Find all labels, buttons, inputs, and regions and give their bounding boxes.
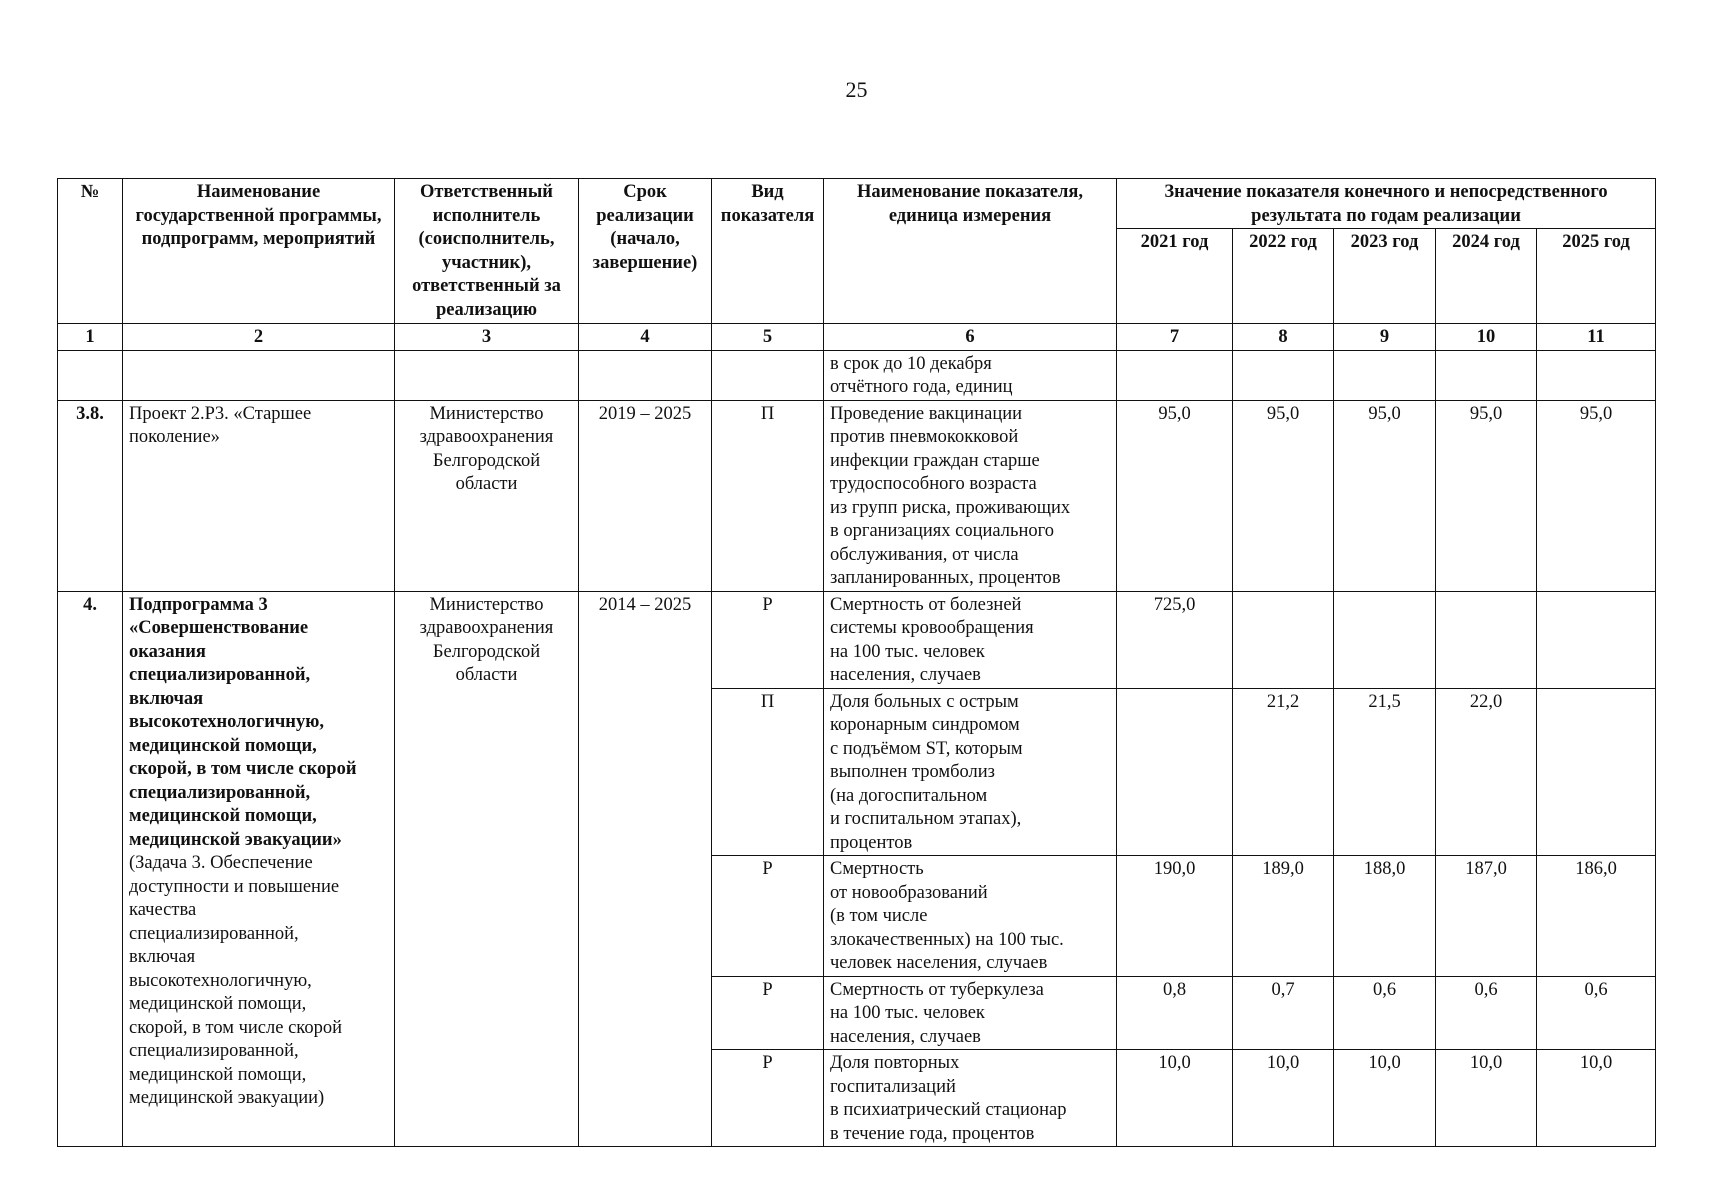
- program-name: [123, 591, 395, 1147]
- header-year: 2021 год: [1117, 229, 1233, 324]
- indicator-name: Смертность от болезней системы кровообращения на 100 тыс. человек населения, случаев: [824, 591, 1117, 688]
- row-number: 4.: [58, 591, 123, 1147]
- value-2023: 10,0: [1334, 1050, 1436, 1147]
- header-year: 2025 год: [1537, 229, 1656, 324]
- cell-empty: [395, 350, 579, 400]
- header-year: 2022 год: [1233, 229, 1334, 324]
- indicator-type: Р: [712, 1050, 824, 1147]
- value-2024: 10,0: [1436, 1050, 1537, 1147]
- indicator-type: Р: [712, 591, 824, 688]
- value-2024: 0,6: [1436, 976, 1537, 1050]
- column-number: 1: [58, 324, 123, 351]
- cell-empty: [1117, 350, 1233, 400]
- value-2022: 0,7: [1233, 976, 1334, 1050]
- column-numbers-row: [58, 324, 1656, 351]
- term: 2014 – 2025: [579, 591, 712, 1147]
- value-2022: 189,0: [1233, 856, 1334, 977]
- indicator-name: Смертность от туберкулеза на 100 тыс. человек населения, случаев: [824, 976, 1117, 1050]
- header-indicator-type: Вид показателя: [712, 179, 824, 324]
- executor: Министерство здравоохранения Белгородской области: [395, 591, 579, 1147]
- header-number: №: [58, 179, 123, 324]
- column-number: 10: [1436, 324, 1537, 351]
- cell-empty: [58, 350, 123, 400]
- value-2023: 0,6: [1334, 976, 1436, 1050]
- header-year: 2023 год: [1334, 229, 1436, 324]
- value-2021: 725,0: [1117, 591, 1233, 688]
- indicator-type: П: [712, 688, 824, 856]
- value-2021: 0,8: [1117, 976, 1233, 1050]
- header-indicator-name: Наименование показателя, единица измерения: [824, 179, 1117, 324]
- indicator-name: Проведение вакцинации против пневмококковой инфекции граждан старше трудоспособного возраста из групп риска, проживающих в организациях социального обслуживания, от числа запланированных, процентов: [824, 400, 1117, 591]
- cell-empty: [123, 350, 395, 400]
- value-2022: 21,2: [1233, 688, 1334, 856]
- indicator-name: в срок до 10 декабря отчётного года, единиц: [824, 350, 1117, 400]
- term: 2019 – 2025: [579, 400, 712, 591]
- header-executor: Ответственный исполнитель (соисполнитель, участник), ответственный за реализацию: [395, 179, 579, 324]
- value-2021: 10,0: [1117, 1050, 1233, 1147]
- cell-empty: [1436, 591, 1537, 688]
- column-number: 3: [395, 324, 579, 351]
- cell-empty: [1436, 350, 1537, 400]
- indicators-table: [57, 178, 1656, 1147]
- value-2025: 186,0: [1537, 856, 1656, 977]
- value-2021: 95,0: [1117, 400, 1233, 591]
- value-2021: 190,0: [1117, 856, 1233, 977]
- header-row: [58, 179, 1656, 229]
- header-term: Срок реализации (начало, завершение): [579, 179, 712, 324]
- column-number: 4: [579, 324, 712, 351]
- value-2025: 10,0: [1537, 1050, 1656, 1147]
- value-2025: 0,6: [1537, 976, 1656, 1050]
- program-name: Проект 2.Р3. «Старшее поколение»: [123, 400, 395, 591]
- indicator-name: Доля больных с острым коронарным синдромом с подъёмом ST, которым выполнен тромболиз (на догоспитальном и госпитальном этапах), процентов: [824, 688, 1117, 856]
- header-values: Значение показателя конечного и непосредственного результата по годам реализации: [1117, 179, 1656, 229]
- column-number: 7: [1117, 324, 1233, 351]
- value-2023: 188,0: [1334, 856, 1436, 977]
- indicator-name: Доля повторных госпитализаций в психиатрический стационар в течение года, процентов: [824, 1050, 1117, 1147]
- value-2024: 95,0: [1436, 400, 1537, 591]
- subprogram-title: Подпрограмма 3 «Совершенствование оказания специализированной, включая высокотехнологичную, медицинской помощи, скорой, в том числе скорой специализированной, медицинской помощи, медицинской эвакуации»: [129, 594, 357, 850]
- table-row: [58, 350, 1656, 400]
- cell-empty: [1537, 688, 1656, 856]
- row-number: 3.8.: [58, 400, 123, 591]
- cell-empty: [1233, 591, 1334, 688]
- indicator-type: П: [712, 400, 824, 591]
- column-number: 8: [1233, 324, 1334, 351]
- page-number: 25: [845, 77, 868, 102]
- column-number: 9: [1334, 324, 1436, 351]
- cell-empty: [579, 350, 712, 400]
- cell-empty: [1117, 688, 1233, 856]
- indicator-type: Р: [712, 976, 824, 1050]
- column-number: 5: [712, 324, 824, 351]
- value-2025: 95,0: [1537, 400, 1656, 591]
- cell-empty: [1334, 350, 1436, 400]
- cell-empty: [1233, 350, 1334, 400]
- value-2023: 95,0: [1334, 400, 1436, 591]
- column-number: 6: [824, 324, 1117, 351]
- header-year: 2024 год: [1436, 229, 1537, 324]
- executor: Министерство здравоохранения Белгородской области: [395, 400, 579, 591]
- value-2022: 95,0: [1233, 400, 1334, 591]
- table-row: [58, 591, 1656, 688]
- cell-empty: [1537, 350, 1656, 400]
- subprogram-task: (Задача 3. Обеспечение доступности и повышение качества специализированной, включая высокотехнологичную, медицинской помощи, скорой, в том числе скорой специализированной, медицинской помощи, медицинской эвакуации): [129, 853, 342, 1108]
- indicator-name: Смертность от новообразований (в том числе злокачественных) на 100 тыс. человек населения, случаев: [824, 856, 1117, 977]
- cell-empty: [712, 350, 824, 400]
- cell-empty: [1537, 591, 1656, 688]
- table-row: [58, 400, 1656, 591]
- value-2024: 187,0: [1436, 856, 1537, 977]
- value-2023: 21,5: [1334, 688, 1436, 856]
- column-number: 11: [1537, 324, 1656, 351]
- value-2024: 22,0: [1436, 688, 1537, 856]
- header-program-name: Наименование государственной программы, подпрограмм, мероприятий: [123, 179, 395, 324]
- column-number: 2: [123, 324, 395, 351]
- cell-empty: [1334, 591, 1436, 688]
- indicator-type: Р: [712, 856, 824, 977]
- value-2022: 10,0: [1233, 1050, 1334, 1147]
